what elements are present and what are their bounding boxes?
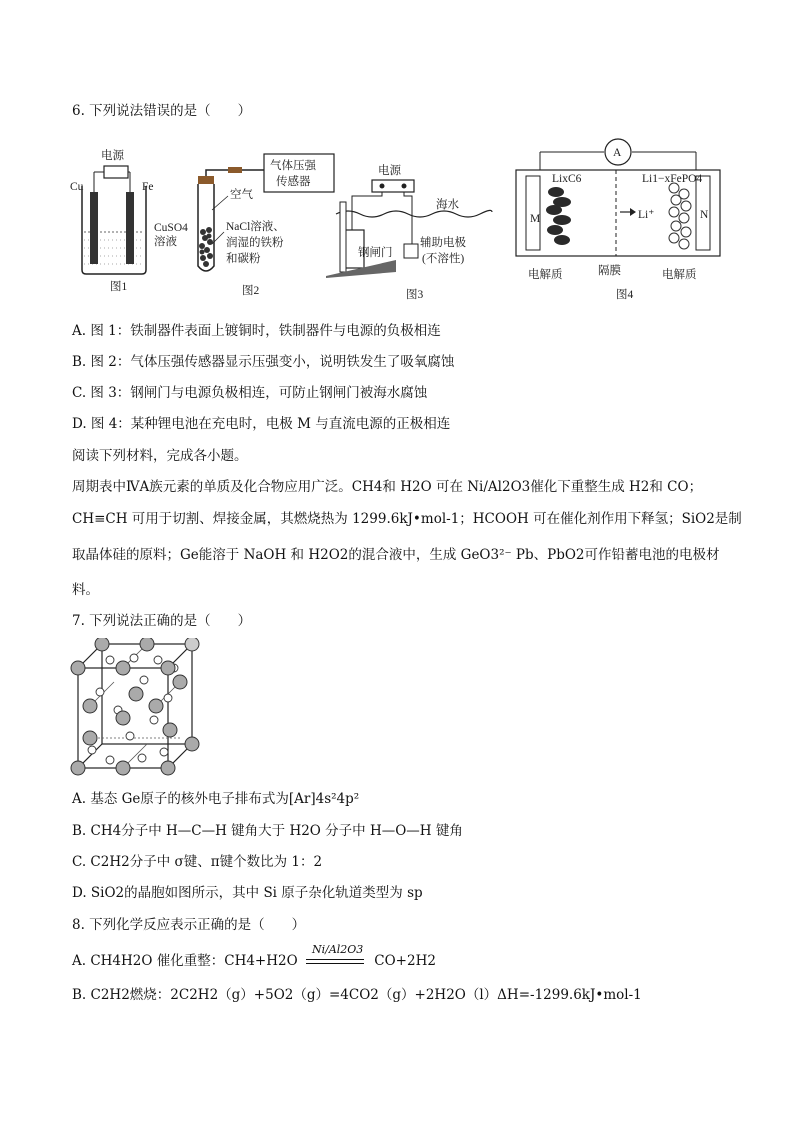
fig2-air-label: 空气 <box>230 189 253 201</box>
fig3-power-label: 电源 <box>378 165 401 177</box>
fig1-cu-label: Cu <box>70 181 84 193</box>
material-line-4: 料。 <box>72 582 99 598</box>
fig2-mixture-label: NaCl溶液、 <box>226 221 285 233</box>
fig1-solution-label-2: 溶液 <box>154 236 177 248</box>
q6-option-a: A. 图 1：铁制器件表面上镀铜时，铁制器件与电源的负极相连 <box>72 323 441 339</box>
fig2-stopper <box>198 176 214 184</box>
fig4-li-label: Li⁺ <box>638 209 655 221</box>
fig2-mixture-label-3: 和碳粉 <box>226 253 261 265</box>
q7-option-a: A. 基态 Ge原子的核外电子排布式为[Ar]4s²4p² <box>72 791 360 807</box>
q8-option-b: B. C2H2燃烧：2C2H2（g）+5O2（g）=4CO2（g）+2H2O（l）ΔH=-1299.6kJ•mol-1 <box>72 987 642 1003</box>
fig4-electrolyte-right: 电解质 <box>662 269 697 281</box>
fig1-fe-label: Fe <box>142 181 154 193</box>
material-line-1: 周期表中ⅣA族元素的单质及化合物应用广泛。CH4和 H2O 可在 Ni/Al2O3催化下重整生成 H2和 CO； <box>72 479 703 495</box>
fig4-caption: 图4 <box>616 289 634 301</box>
fig2-caption: 图2 <box>242 285 260 297</box>
q8-catalyst-arrow <box>306 942 366 971</box>
fig3-aux-label: 辅助电极 <box>420 237 466 249</box>
material-intro: 阅读下列材料，完成各小题。 <box>72 448 248 464</box>
q8-option-a <box>72 942 436 971</box>
fig4-electrolyte-left: 电解质 <box>528 269 563 281</box>
fig2-mixture-label-2: 润湿的铁粉 <box>226 237 284 249</box>
fig4-m-label: M <box>530 213 541 225</box>
fig1-caption: 图1 <box>110 281 128 293</box>
fig3-aux-electrode <box>404 244 418 258</box>
q6-stem: 6. 下列说法错误的是（ ） <box>72 103 252 119</box>
q7-option-d: D. SiO2的晶胞如图所示，其中 Si 原子杂化轨道类型为 sp <box>72 885 423 901</box>
material-line-2: CH≡CH 可用于切割、焊接金属，其燃烧热为 1299.6kJ•mol-1；HCOOH 可在催化剂作用下释氢；SiO2是制 <box>72 511 742 527</box>
q7-option-b: B. CH4分子中 H—C—H 键角大于 H2O 分子中 H—O—H 键角 <box>72 823 463 839</box>
q8-stem: 8. 下列化学反应表示正确的是（ ） <box>72 917 306 933</box>
q7-option-c: C. C2H2分子中 σ键、π键个数比为 1：2 <box>72 854 323 870</box>
fig1-power-source <box>104 166 128 178</box>
figure-2 <box>186 152 336 300</box>
fig3-sea-label: 海水 <box>436 199 459 211</box>
fig1-fe-electrode <box>126 192 134 264</box>
sio2-unit-cell-figure <box>70 638 200 778</box>
fig3-gate-label: 钢闸门 <box>358 247 393 259</box>
q7-stem: 7. 下列说法正确的是（ ） <box>72 613 252 629</box>
fig1-cu-electrode <box>90 192 98 264</box>
q6-option-d: D. 图 4：某种锂电池在充电时，电极 M 与直流电源的正极相连 <box>72 416 451 432</box>
q8-option-a-right: CO+2H2 <box>374 953 436 969</box>
fig3-aux-label-2: (不溶性) <box>422 253 465 265</box>
q6-option-c: C. 图 3：钢闸门与电源负极相连，可防止钢闸门被海水腐蚀 <box>72 385 428 401</box>
fig3-power-source <box>372 180 414 192</box>
fig4-left-electrode-label: LixC6 <box>552 173 582 185</box>
q6-option-b: B. 图 2：气体压强传感器显示压强变小，说明铁发生了吸氧腐蚀 <box>72 354 455 370</box>
fig4-membrane-label: 隔膜 <box>598 265 621 277</box>
fig3-caption: 图3 <box>406 289 424 301</box>
fig4-ammeter-label: A <box>613 147 622 159</box>
q8-option-a-left: A. CH4H2O 催化重整：CH4+H2O <box>72 953 298 969</box>
fig4-right-electrode-label: Li1−xFePO4 <box>642 173 703 185</box>
figure-4 <box>512 136 730 304</box>
material-line-3: 取晶体硅的原料；Ge能溶于 NaOH 和 H2O2的混合液中，生成 GeO3²⁻ Pb、PbO2可作铅蓄电池的电极材 <box>72 547 720 563</box>
figure-1 <box>70 142 200 294</box>
fig3-sea-surface <box>336 210 492 217</box>
fig4-n-label: N <box>700 209 709 221</box>
fig2-sensor-label-2: 传感器 <box>276 176 311 188</box>
fig2-valve <box>228 167 242 173</box>
fig1-solution-label: CuSO4 <box>154 222 188 234</box>
q8-catalyst-label: Ni/Al2O3 <box>311 942 364 956</box>
figure-3 <box>326 160 496 302</box>
fig1-power-label: 电源 <box>101 150 124 162</box>
fig2-sensor-label: 气体压强 <box>270 160 316 172</box>
